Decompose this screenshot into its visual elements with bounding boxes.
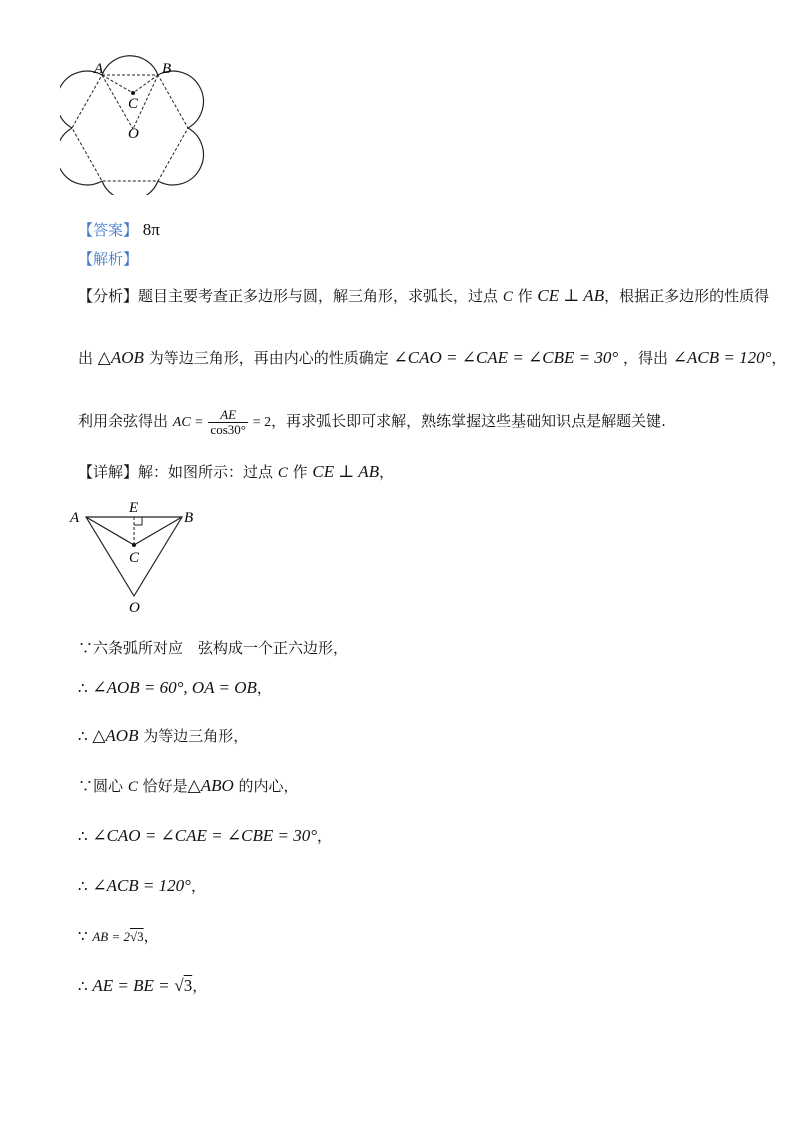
step-7 bbox=[78, 926, 159, 947]
center-point-c bbox=[131, 91, 135, 95]
step-3 bbox=[78, 726, 248, 746]
label-c: C bbox=[128, 96, 139, 112]
label-o: O bbox=[128, 126, 139, 142]
math-angles-30: ∠CAO = ∠CAE = ∠CBE = 30° bbox=[393, 348, 619, 367]
fraction-denominator: cos30° bbox=[210, 421, 246, 437]
fenxi-text: 为等边三角形，再由内心的性质确定 bbox=[148, 349, 389, 367]
step-text: ， bbox=[143, 927, 159, 945]
math-ab: AB = 2 bbox=[92, 929, 130, 944]
math-angles-30: ∠CAO = ∠CAE = ∠CBE = 30° bbox=[92, 826, 317, 845]
sqrt-radicand: 3 bbox=[137, 929, 144, 944]
therefore-symbol: ∴ bbox=[78, 679, 88, 697]
fenxi-text: 利用余弦得出 bbox=[78, 412, 169, 430]
math-triangle-abo: △ABO bbox=[187, 776, 234, 795]
fenxi-text: ，得出 bbox=[622, 349, 668, 367]
fenxi-line-1 bbox=[78, 286, 769, 307]
because-symbol: ∵ bbox=[78, 639, 94, 657]
math-ac: AC = bbox=[172, 415, 204, 430]
fenxi-text: 作 bbox=[517, 287, 533, 305]
fraction-numerator: AE bbox=[208, 408, 248, 423]
step-1 bbox=[78, 638, 348, 658]
step-text: ， bbox=[256, 679, 272, 697]
therefore-symbol: ∴ bbox=[78, 827, 88, 845]
fenxi-line-2 bbox=[78, 348, 786, 368]
therefore-symbol: ∴ bbox=[78, 877, 88, 895]
analysis-tag: 【解析】 bbox=[78, 250, 139, 268]
point-c: C bbox=[127, 779, 138, 795]
step-text: 恰好是 bbox=[142, 777, 188, 795]
detail-text: ， bbox=[379, 463, 395, 481]
fenxi-text: 题目主要考查正多边形与圆，解三角形，求弧长，过点 bbox=[138, 287, 499, 305]
math-angle-acb: ∠ACB = 120° bbox=[92, 876, 191, 895]
therefore-symbol: ∴ bbox=[78, 727, 88, 745]
label-c: C bbox=[129, 550, 140, 566]
fenxi-text: 出 bbox=[78, 349, 94, 367]
label-b: B bbox=[184, 510, 194, 526]
because-symbol: ∵ bbox=[78, 777, 94, 795]
sqrt-radicand: 3 bbox=[183, 976, 193, 995]
step-6 bbox=[78, 876, 206, 896]
math-ce-perp-ab: CE ⊥ AB bbox=[312, 462, 380, 481]
detail-tag: 【详解】 bbox=[78, 463, 139, 481]
math-triangle-aob: △AOB bbox=[92, 726, 139, 745]
math-ce-perp-ab: CE ⊥ AB bbox=[537, 286, 605, 305]
label-e: E bbox=[129, 500, 139, 516]
label-a: A bbox=[94, 61, 104, 77]
step-text: 为等边三角形， bbox=[143, 727, 249, 745]
math-triangle-aob: △AOB bbox=[97, 348, 144, 367]
answer-line bbox=[78, 220, 160, 240]
sqrt-3: √3 bbox=[129, 929, 144, 944]
math-angle-acb: ∠ACB = 120° bbox=[672, 348, 772, 367]
step-text: ， bbox=[317, 827, 333, 845]
fenxi-text: ，再求弧长即可求解，熟练掌握这些基础知识点是解题关键. bbox=[271, 412, 666, 430]
step-text: ， bbox=[190, 877, 206, 895]
fenxi-tag: 【分析】 bbox=[78, 287, 139, 305]
therefore-symbol: ∴ bbox=[78, 977, 88, 995]
fraction-ae-cos30 bbox=[208, 408, 248, 437]
step-5 bbox=[78, 826, 332, 846]
incenter-point bbox=[132, 543, 136, 547]
step-8 bbox=[78, 976, 207, 996]
detail-text: 解：如图所示：过点 bbox=[138, 463, 274, 481]
step-4 bbox=[78, 776, 299, 797]
figure-triangle-aob bbox=[66, 498, 206, 618]
sqrt-3: √3 bbox=[174, 976, 193, 995]
detail-text: 作 bbox=[292, 463, 308, 481]
step-text: ， bbox=[192, 977, 208, 995]
because-symbol: ∵ bbox=[78, 927, 88, 945]
answer-value: 8π bbox=[142, 220, 160, 239]
detail-line bbox=[78, 462, 394, 483]
label-a: A bbox=[70, 510, 80, 526]
math-aob-60: ∠AOB = 60°, OA = OB bbox=[92, 678, 257, 697]
answer-tag: 【答案】 bbox=[78, 221, 139, 239]
step-text: 圆心 bbox=[93, 777, 124, 795]
fenxi-line-3 bbox=[78, 404, 666, 440]
step-2 bbox=[78, 678, 272, 698]
math-ae-be: AE = BE = bbox=[92, 976, 170, 995]
step-text: 的内心， bbox=[238, 777, 299, 795]
label-b: B bbox=[162, 61, 172, 77]
step-text: 六条弧所对应 弦构成一个正六边形， bbox=[93, 639, 349, 657]
point-c: C bbox=[277, 465, 288, 481]
math-eq-2: = 2 bbox=[252, 415, 272, 430]
fenxi-text: ， bbox=[771, 349, 787, 367]
fenxi-text: ，根据正多边形的性质得 bbox=[604, 287, 770, 305]
point-c: C bbox=[502, 289, 513, 305]
figure-hexagon-arcs bbox=[60, 55, 220, 195]
label-o: O bbox=[129, 600, 140, 616]
